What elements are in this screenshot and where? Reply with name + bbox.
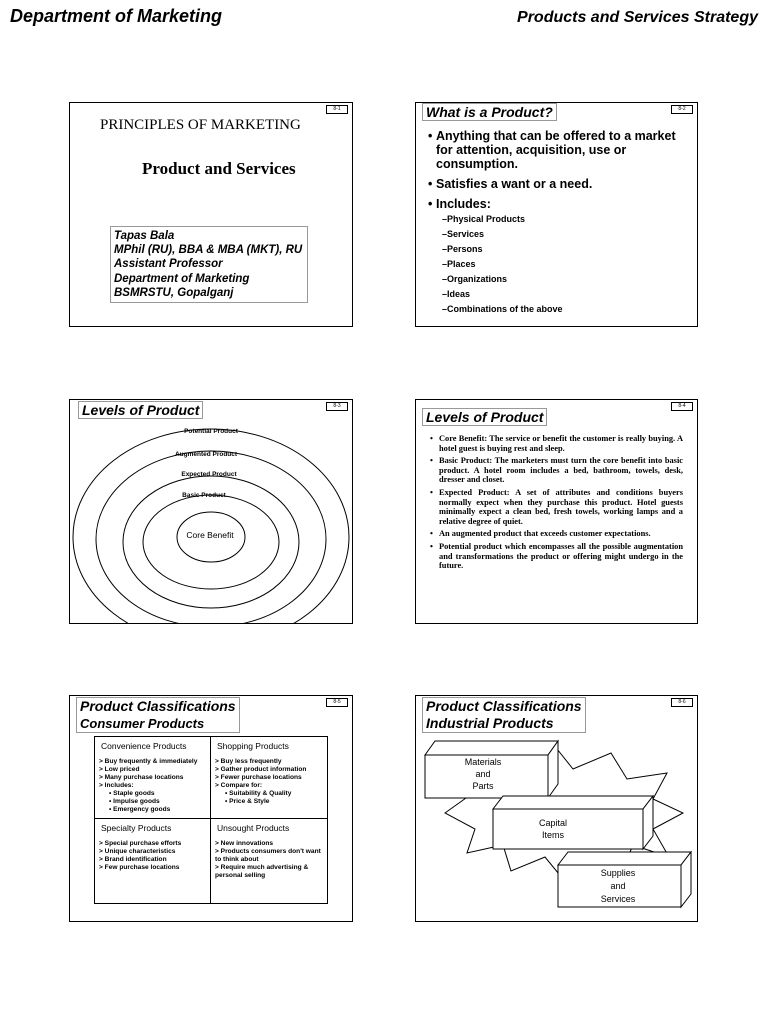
cell-subline: • Suitability & Quality — [225, 790, 292, 797]
list-item: • Expected Product: A set of attributes and conditions buyers normally expect when they purchase this product. Hotel guests minimally expect a clean bed, fresh towels, working lamps and a relative degree of quiet. — [430, 487, 683, 526]
cell-line: > Buy frequently & immediately — [99, 758, 198, 765]
box-label: and — [475, 769, 491, 779]
levels-list — [428, 434, 683, 574]
cell-heading: Specialty Products — [101, 823, 172, 833]
ring-label: Potential Product — [184, 428, 238, 435]
box-label: Materials — [464, 757, 502, 767]
consumer-products-grid — [94, 736, 328, 904]
cell-heading: Unsought Products — [217, 823, 290, 833]
box-top — [493, 796, 653, 809]
slide-number: 8-3 — [326, 402, 348, 411]
list-item: • Basic Product: The marketers must turn the core benefit into basic product. A hotel room includes a bed, bathroom, towels, desk, dresser and closet. — [430, 456, 683, 485]
slide-6 — [415, 695, 698, 922]
list-item: • Potential product which encompasses all the possible augmentation and transformations the product or offering might undergo in the future. — [430, 541, 683, 571]
ring-basic — [143, 495, 279, 589]
include-item: –Persons — [442, 244, 483, 254]
cell-subline: • Price & Style — [225, 798, 270, 805]
cell-line: > Few purchase locations — [99, 864, 180, 871]
slide-1 — [69, 102, 353, 327]
cell-line: > Unique characteristics — [99, 848, 176, 855]
cell-line: > Many purchase locations — [99, 774, 184, 781]
bullet-item: • Satisfies a want or a need. — [428, 177, 593, 191]
cell-line: > Gather product information — [215, 766, 307, 773]
box-label: Supplies — [600, 868, 636, 878]
cell-line: > Special purchase efforts — [99, 840, 182, 847]
cell-line: > New innovations — [215, 840, 274, 847]
slide-title: PRINCIPLES OF MARKETING — [100, 117, 301, 133]
list-item: • An augmented product that exceeds customer expectations. — [430, 529, 651, 539]
ring-label: Expected Product — [181, 471, 237, 478]
box-label: and — [610, 881, 626, 891]
slide-5 — [69, 695, 353, 922]
levels-of-product-diagram — [69, 399, 353, 624]
cell-convenience — [95, 737, 210, 818]
cell-line: > Require much advertising & personal selling — [215, 864, 309, 879]
author-box — [110, 226, 308, 303]
slide-number: 8-5 — [326, 698, 348, 707]
cell-line: > Includes: — [99, 782, 134, 789]
cell-line: > Low priced — [99, 766, 140, 773]
author-institution: BSMRSTU, Gopalganj — [114, 286, 234, 299]
author-position: Assistant Professor — [114, 258, 223, 271]
industrial-products-diagram — [415, 695, 698, 922]
box-label: Parts — [472, 781, 494, 791]
cell-heading: Shopping Products — [217, 741, 289, 751]
include-item: –Combinations of the above — [442, 304, 563, 314]
author-degrees: MPhil (RU), BBA & MBA (MKT), RU — [114, 244, 303, 257]
slide-subtitle: Industrial Products — [426, 715, 554, 731]
cell-line: > Buy less frequently — [215, 758, 282, 765]
cell-specialty — [95, 819, 210, 903]
slide-number: 8-6 — [671, 698, 693, 707]
slide-number: 8-2 — [671, 105, 693, 114]
slide-title: Product Classifications — [80, 698, 236, 714]
box-capital-items — [493, 809, 643, 849]
slide-3 — [69, 399, 353, 624]
page-header-department: Department of Marketing — [10, 6, 223, 26]
include-item: –Ideas — [442, 289, 471, 299]
author-name: Tapas Bala — [114, 230, 175, 242]
box-label: Items — [541, 830, 565, 840]
slide-number: 8-4 — [671, 402, 693, 411]
slide-title-box — [76, 697, 240, 733]
ring-potential — [73, 429, 349, 624]
box-label: Services — [600, 894, 636, 904]
slide-number: 8-1 — [326, 105, 348, 114]
cell-subline: • Staple goods — [109, 790, 155, 797]
include-item: –Physical Products — [442, 214, 526, 224]
slide-2 — [415, 102, 698, 327]
cell-line: > Brand identification — [99, 856, 167, 863]
include-item: –Organizations — [442, 274, 508, 284]
list-item: • Core Benefit: The service or benefit the customer is really buying. A hotel guest is buying rest and sleep. — [430, 434, 683, 453]
cell-line: > Compare for: — [215, 782, 263, 789]
slide-4 — [415, 399, 698, 624]
ring-label: Core Benefit — [186, 530, 234, 540]
cell-subline: • Impulse goods — [109, 798, 160, 805]
box-top — [425, 741, 558, 755]
ring-label: Basic Product — [182, 492, 226, 499]
cell-subline: • Emergency goods — [109, 806, 171, 813]
page-header-topic: Products and Services Strategy — [517, 9, 758, 26]
include-item: –Services — [442, 229, 485, 239]
include-item: –Places — [442, 259, 476, 269]
slide-subtitle: Consumer Products — [80, 716, 205, 731]
slide-title: What is a Product? — [422, 103, 557, 121]
box-top — [558, 852, 691, 865]
slide-subtitle: Product and Services — [142, 159, 296, 178]
author-department: Department of Marketing — [114, 272, 250, 285]
bullet-item: • Anything that can be offered to a market for attention, acquisition, use or consumption. — [428, 129, 676, 171]
slide-title: Levels of Product — [422, 408, 547, 426]
cell-unsought — [211, 819, 327, 903]
cell-line: > Products consumers don't want to think about — [215, 848, 321, 863]
cell-shopping — [211, 737, 327, 818]
slide-title: Levels of Product — [78, 401, 203, 419]
cell-heading: Convenience Products — [101, 741, 187, 751]
cell-line: > Fewer purchase locations — [215, 774, 302, 781]
bullet-item: • Includes: — [428, 197, 491, 211]
slide-title: Product Classifications — [426, 698, 582, 714]
ring-label: Augmented Product — [174, 451, 238, 458]
box-label: Capital — [538, 818, 568, 828]
